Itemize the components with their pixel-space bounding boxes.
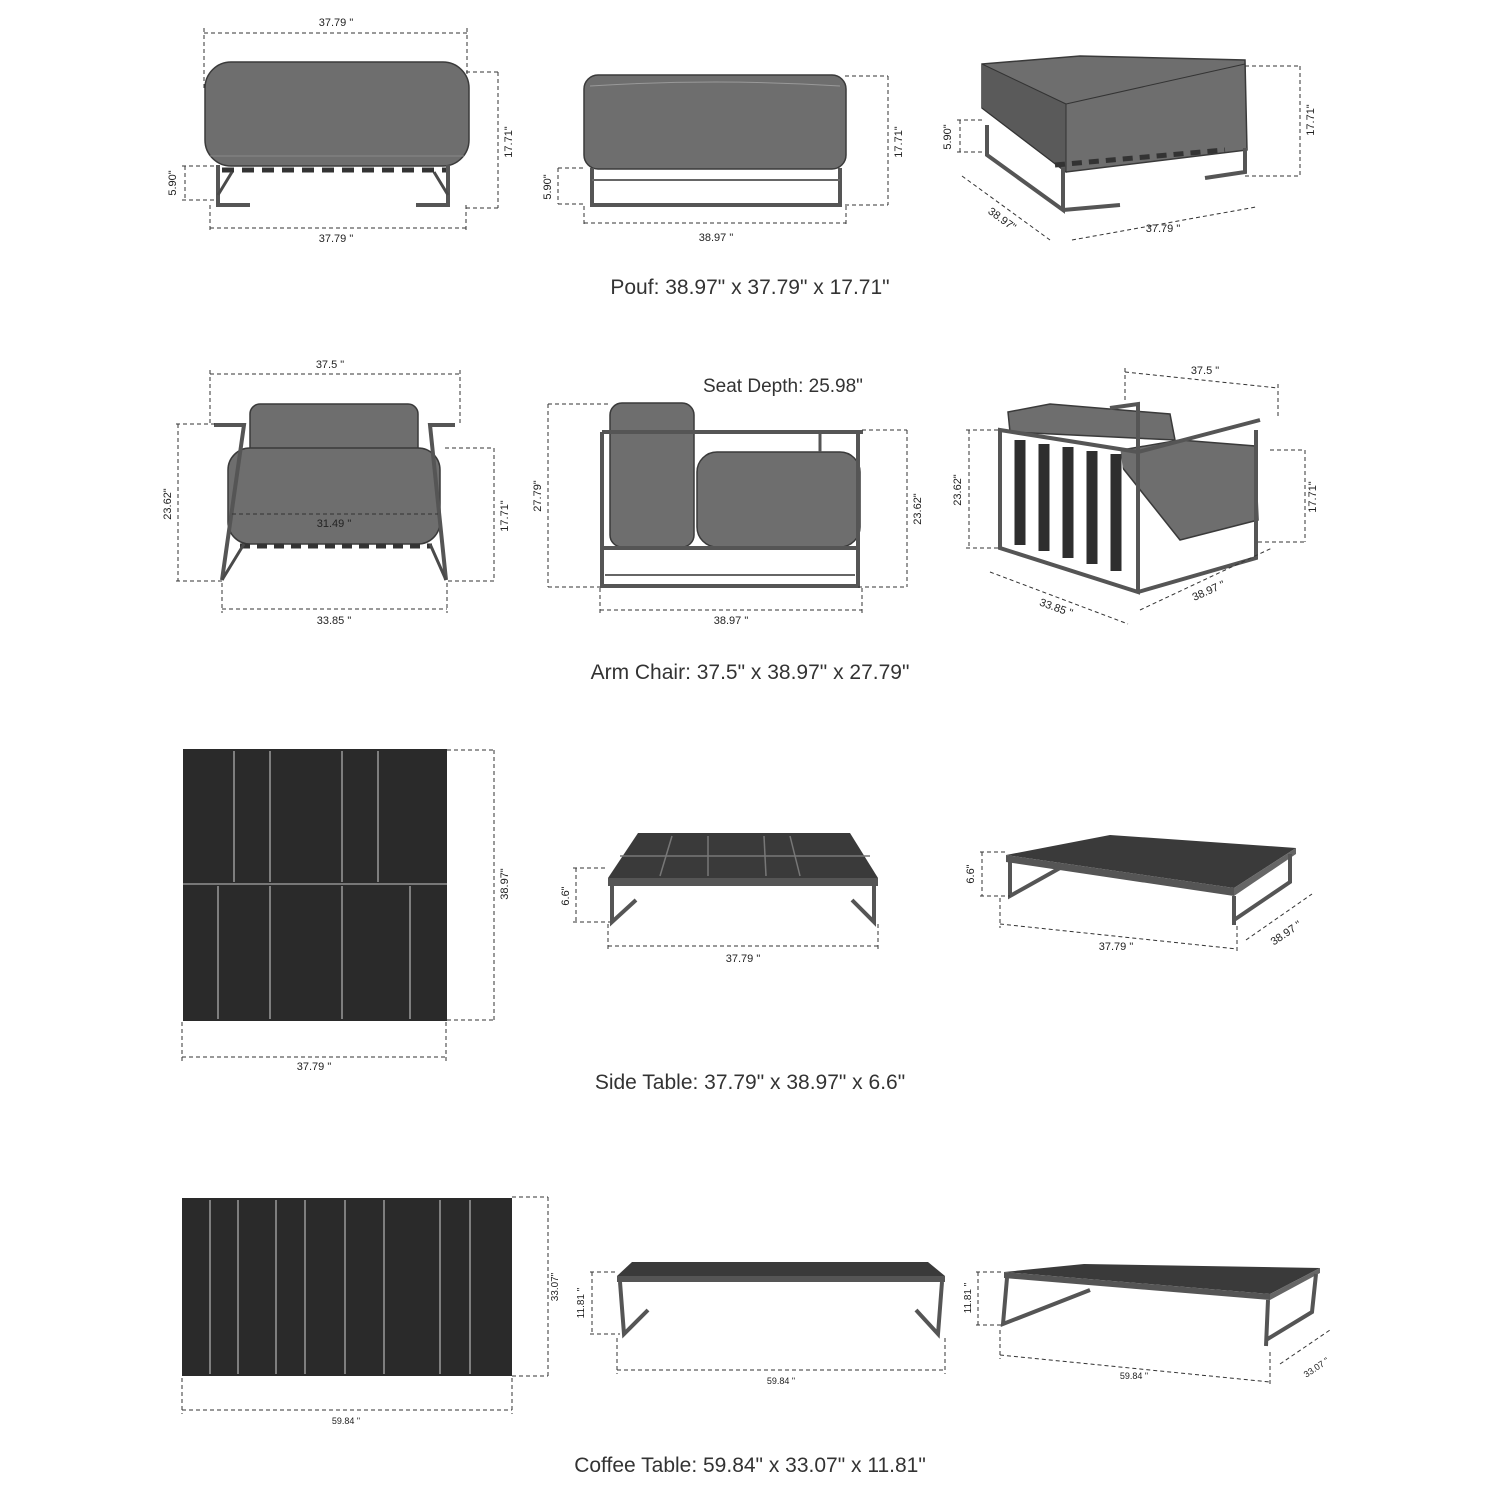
armchair-seat-depth: Seat Depth: 25.98" (703, 376, 863, 397)
pouf-iso-view (942, 56, 1317, 240)
coffee-table-iso-width: 59.84 " (1119, 1371, 1149, 1381)
side-table-iso-view (965, 835, 1312, 953)
pouf-front-view (167, 17, 515, 245)
armchair-front-seat-height: 17.71" (499, 500, 511, 532)
pouf-caption: Pouf: 38.97" x 37.79" x 17.71" (610, 276, 890, 299)
armchair-side-height: 27.79" (532, 480, 544, 512)
side-table-caption: Side Table: 37.79" x 38.97" x 6.6" (594, 1071, 906, 1094)
side-table-iso-depth: 38.97 " (1268, 918, 1304, 949)
side-table-iso-width: 37.79 " (1098, 941, 1134, 953)
armchair-caption: Arm Chair: 37.5" x 38.97" x 27.79" (590, 661, 910, 684)
pouf-cushion (205, 62, 469, 166)
pouf-iso-height: 17.71" (1305, 104, 1317, 136)
pouf-front-width-bottom: 37.79 " (318, 233, 354, 245)
armchair-side-view (532, 403, 924, 627)
armchair-iso-height: 23.62" (952, 474, 964, 506)
pouf-side-cushion (584, 75, 846, 169)
armchair-front-height: 23.62" (162, 488, 174, 520)
pouf-side-height: 17.71" (893, 126, 905, 158)
armchair-iso-depth: 38.97 " (1190, 578, 1227, 604)
coffee-table-caption: Coffee Table: 59.84" x 33.07" x 11.81" (574, 1454, 926, 1477)
coffee-table-iso-view (963, 1264, 1331, 1386)
armchair-front-width-bottom: 33.85 " (316, 615, 352, 627)
armchair-iso-width: 33.85 " (1037, 596, 1075, 620)
coffee-table-front-view (576, 1262, 945, 1386)
armchair-side-width: 38.97 " (713, 615, 749, 627)
pouf-front-leg: 5.90" (167, 170, 179, 196)
pouf-iso-leg: 5.90" (942, 124, 954, 150)
armchair-iso-seat-cushion (1110, 440, 1258, 540)
armchair-front-width-top: 37.5 " (315, 359, 345, 371)
coffee-table-iso-depth: 33.07 " (1301, 1355, 1331, 1380)
armchair-front-view (162, 359, 511, 627)
side-table-top-width: 37.79 " (296, 1061, 332, 1073)
pouf-side-width: 38.97 " (698, 232, 734, 244)
armchair-side-arm-height: 23.62" (912, 493, 924, 525)
armchair-side-back-cushion (610, 403, 694, 547)
coffee-table-front-height: 11.81 " (576, 1287, 587, 1319)
armchair-seat-width: 31.49 " (316, 518, 352, 530)
armchair-iso-seat-height: 17.71" (1307, 481, 1319, 513)
side-table-top-depth: 38.97" (499, 868, 511, 900)
pouf-side-view (542, 75, 905, 244)
armchair-iso-width-top: 37.5 " (1190, 365, 1220, 377)
pouf-front-width-top: 37.79 " (318, 17, 354, 29)
pouf-side-leg: 5.90" (542, 174, 554, 200)
pouf-iso-depth: 38.97" (985, 205, 1019, 234)
side-table-front-width: 37.79 " (725, 953, 761, 965)
pouf-front-height: 17.71" (503, 126, 515, 158)
coffee-table-top-depth: 33.07" (550, 1272, 561, 1302)
side-table-top-view (182, 749, 511, 1073)
coffee-table-front-top (617, 1262, 945, 1276)
side-table-front-view (560, 833, 878, 965)
coffee-table-top-width: 59.84 " (331, 1416, 361, 1426)
side-table-iso-height: 6.6" (965, 864, 977, 884)
pouf-iso-width: 37.79 " (1145, 223, 1181, 235)
coffee-table-top-view (182, 1197, 561, 1426)
armchair-iso-view (952, 365, 1319, 624)
coffee-table-front-width: 59.84 " (766, 1376, 796, 1386)
armchair-side-seat-cushion (697, 452, 860, 547)
side-table-front-height: 6.6" (560, 886, 572, 906)
coffee-table-top (182, 1198, 512, 1376)
coffee-table-iso-height: 11.81 " (963, 1282, 974, 1314)
